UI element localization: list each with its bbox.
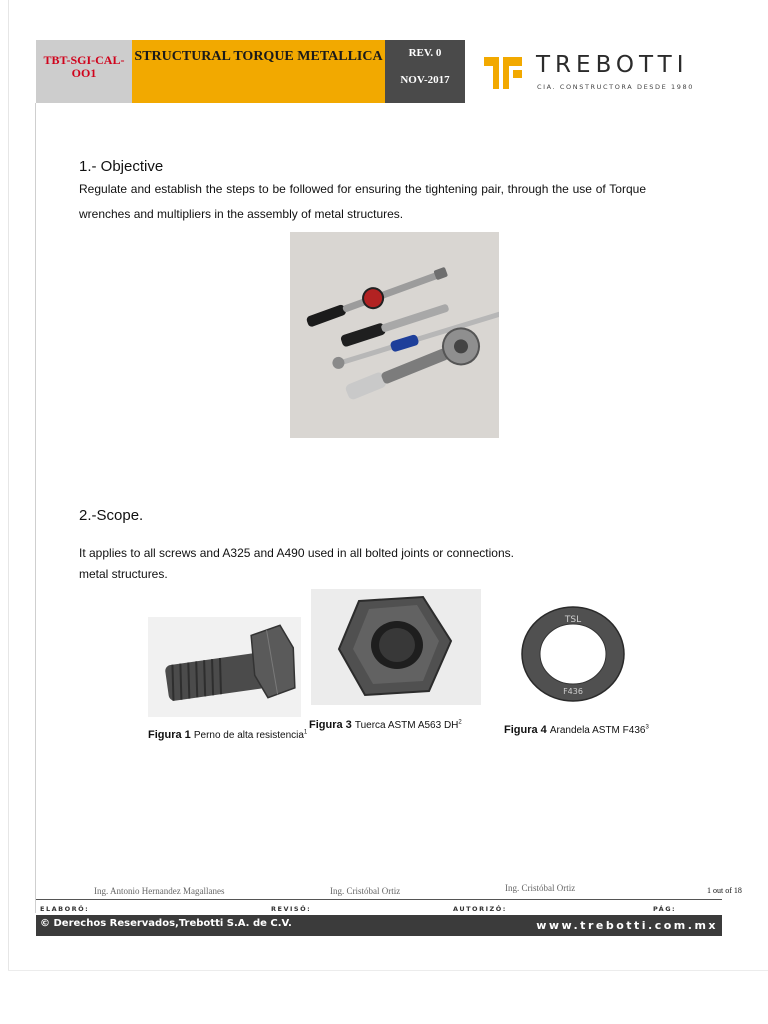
figure-1-label: Figura 1 [148, 729, 194, 741]
figure-4-text: Arandela ASTM F436 [549, 725, 646, 736]
page-edge-bottom [8, 970, 768, 971]
elaboro-label: ELABORÓ: [40, 905, 90, 913]
figure-3-caption [309, 719, 462, 731]
figure-3-note: 2 [458, 719, 462, 726]
reviso-label: REVISÓ: [271, 905, 312, 913]
bolt-image [148, 617, 301, 717]
torque-wrenches-image [290, 232, 499, 438]
section-heading-objective: 1.- Objective [79, 158, 164, 175]
document-title: STRUCTURAL TORQUE METALLICA [132, 40, 385, 103]
figure-1-text: Perno de alta resistencia [193, 730, 304, 741]
document-code: TBT-SGI-CAL-OO1 [36, 40, 132, 103]
footer-divider [36, 899, 722, 900]
figure-4-label: Figura 4 [504, 724, 550, 736]
figure-1-note: 1 [303, 729, 308, 736]
figure-3-text: Tuerca ASTM A563 DH [354, 720, 459, 731]
logo-tagline: CIA. CONSTRUCTORA DESDE 1980 [537, 83, 694, 91]
trebotti-logo-icon [484, 57, 522, 89]
figure-4-caption [504, 724, 649, 736]
pag-label: PÁG: [653, 905, 677, 913]
revision-number: REV. 0 [408, 47, 442, 59]
margin-rule [35, 103, 36, 913]
autorizo-label: AUTORIZÓ: [453, 905, 507, 913]
reviso-signature: Ing. Cristóbal Ortiz [330, 886, 401, 896]
revision-box [385, 40, 465, 103]
revision-date: NOV-2017 [400, 74, 450, 86]
footer-bar [36, 915, 722, 936]
scope-text-line-1: It applies to all screws and A325 and A490 used in all bolted joints or connections. [79, 546, 514, 560]
autorizo-signature: Ing. Cristóbal Ortiz [505, 883, 576, 893]
page-count: 1 out of 18 [707, 886, 742, 895]
copyright-text: © Derechos Reservados,Trebotti S.A. de C.V. [40, 918, 292, 929]
figure-3-label: Figura 3 [309, 719, 355, 731]
website-link[interactable]: www.trebotti.com.mx [536, 919, 718, 932]
nut-image [311, 589, 481, 705]
washer-image [518, 603, 628, 703]
washer-marking-grade: F436 [563, 687, 583, 696]
page-edge [8, 0, 9, 970]
objective-text: Regulate and establish the steps to be followed for ensuring the tightening pair, through the use of Torque wrenches and multipliers in the assembly of metal structures. [79, 182, 646, 221]
section-heading-scope: 2.-Scope. [79, 507, 144, 524]
scope-text-line-2: metal structures. [79, 567, 168, 581]
logo-wordmark: TREBOTTI [536, 52, 689, 78]
figure-4-note: 3 [645, 724, 649, 731]
figure-1-caption [148, 729, 307, 741]
washer-marking: TSL [564, 615, 582, 625]
elaboro-signature: Ing. Antonio Hernandez Magallanes [94, 886, 225, 896]
